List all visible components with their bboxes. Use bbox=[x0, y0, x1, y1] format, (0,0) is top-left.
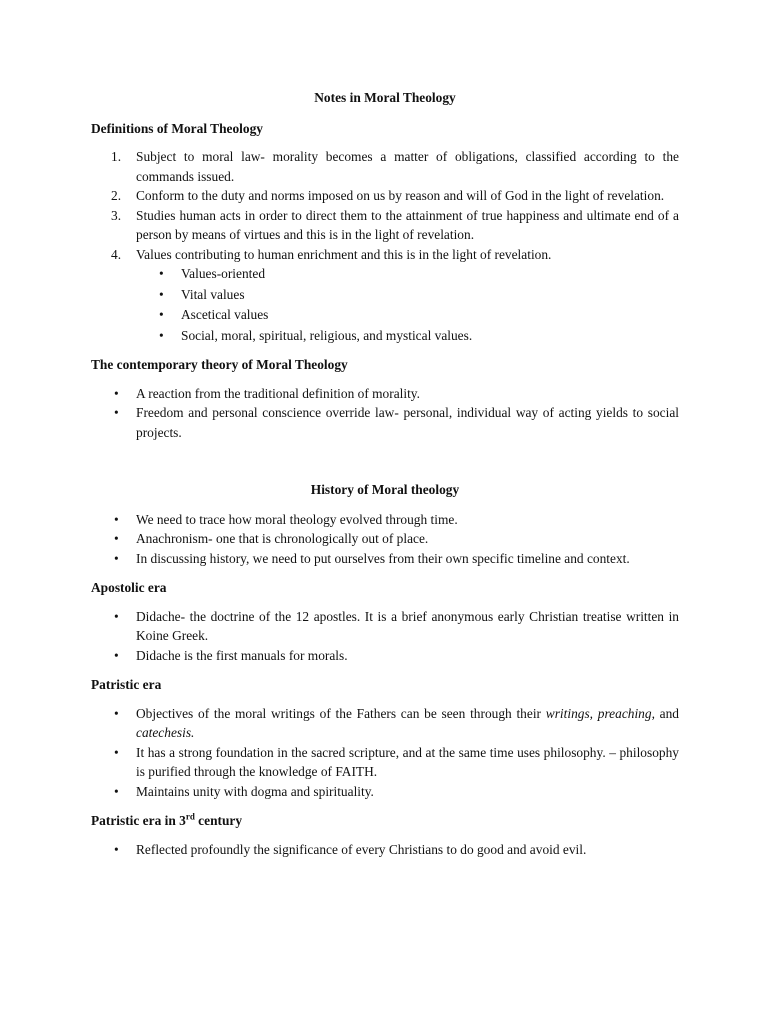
heading-text: Patristic era in 3 bbox=[91, 813, 186, 828]
patristic-item: • It has a strong foundation in the sacred scripture, and at the same time uses philosophy. – philosophy is purified through the knowledge of FAITH. bbox=[91, 743, 679, 782]
definition-text: Studies human acts in order to direct them to the attainment of true happiness and ultimate end of a person by means of virtues and this is in the light of revelation. bbox=[136, 207, 679, 242]
patristic-3rd-item: • Reflected profoundly the significance of every Christians to do good and avoid evil. bbox=[91, 840, 679, 860]
values-sublist bbox=[91, 264, 679, 345]
heading-text: century bbox=[194, 813, 243, 828]
contemporary-item: • Freedom and personal conscience override law- personal, individual way of acting yields to social projects. bbox=[91, 403, 679, 442]
contemporary-item: • A reaction from the traditional definition of morality. bbox=[91, 384, 679, 404]
patristic-item: • Maintains unity with dogma and spirituality. bbox=[91, 782, 679, 802]
contemporary-list bbox=[91, 384, 679, 443]
document-page bbox=[91, 88, 679, 859]
history-item: • In discussing history, we need to put ourselves from their own specific timeline and context. bbox=[91, 549, 679, 569]
document-title: Notes in Moral Theology bbox=[314, 90, 456, 105]
patristic-list bbox=[91, 704, 679, 802]
value-item: • Vital values bbox=[91, 285, 679, 305]
patristic-emphasis: writings, preaching, bbox=[545, 705, 655, 721]
history-item: • We need to trace how moral theology evolved through time. bbox=[91, 510, 679, 530]
definition-text: Subject to moral law- morality becomes a matter of obligations, classified according to the commands issued. bbox=[136, 149, 679, 184]
apostolic-list bbox=[91, 607, 679, 666]
definition-text: Values contributing to human enrichment and this is in the light of revelation. bbox=[136, 246, 552, 262]
patristic-heading: Patristic era bbox=[91, 677, 162, 692]
definitions-heading: Definitions of Moral Theology bbox=[91, 120, 263, 136]
apostolic-heading: Apostolic era bbox=[91, 580, 167, 595]
history-item: • Anachronism- one that is chronologically out of place. bbox=[91, 529, 679, 549]
value-item: • Values-oriented bbox=[91, 264, 679, 284]
heading-superscript: rd bbox=[185, 811, 195, 822]
apostolic-item: • Didache is the first manuals for morals. bbox=[91, 646, 679, 666]
value-item: • Ascetical values bbox=[91, 305, 679, 325]
patristic-3rd-list bbox=[91, 840, 679, 860]
item-number: 1. bbox=[111, 149, 122, 164]
history-list bbox=[91, 510, 679, 569]
definition-item bbox=[91, 245, 679, 265]
value-item: • Social, moral, spiritual, religious, and mystical values. bbox=[91, 326, 679, 346]
definitions-list bbox=[91, 147, 679, 264]
definition-item bbox=[91, 206, 679, 245]
apostolic-item: • Didache- the doctrine of the 12 apostles. It is a brief anonymous early Christian treatise written in Koine Greek. bbox=[91, 607, 679, 646]
patristic-item-text: and bbox=[654, 705, 680, 721]
definition-item bbox=[91, 186, 679, 206]
contemporary-heading: The contemporary theory of Moral Theology bbox=[91, 357, 348, 372]
definition-item bbox=[91, 147, 679, 186]
patristic-emphasis: catechesis. bbox=[136, 725, 195, 740]
patristic-item bbox=[91, 704, 679, 743]
item-number: 3. bbox=[111, 207, 122, 223]
item-number: 4. bbox=[111, 246, 122, 262]
definition-text: Conform to the duty and norms imposed on us by reason and will of God in the light of revelation. bbox=[136, 188, 665, 203]
patristic-item-text: Objectives of the moral writings of the Fathers can be seen through their bbox=[136, 705, 546, 721]
item-number: 2. bbox=[111, 188, 122, 203]
history-heading: History of Moral theology bbox=[310, 482, 460, 497]
patristic-3rd-heading bbox=[91, 811, 679, 831]
